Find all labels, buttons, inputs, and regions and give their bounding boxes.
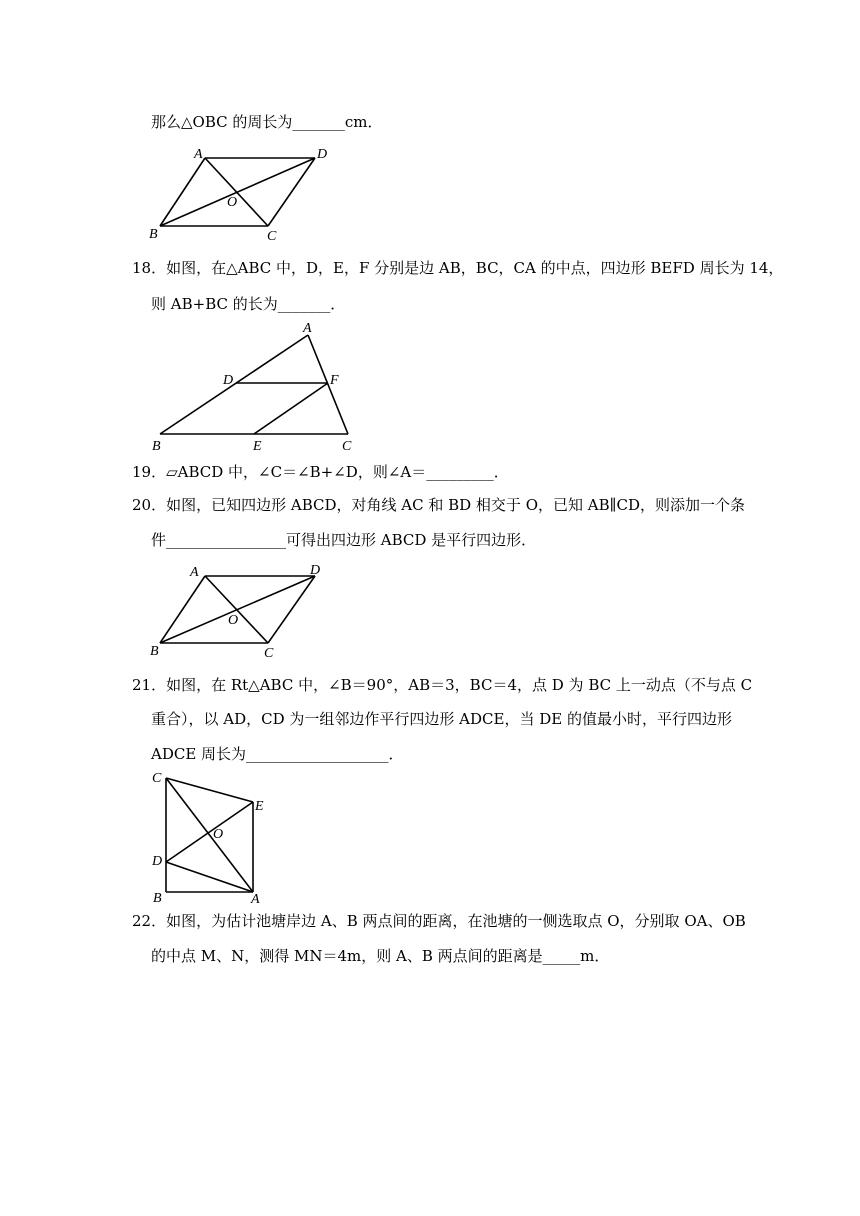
q21-label-A: A [251,892,260,907]
q18-label-E: E [253,439,262,454]
q22-text-line2: 的中点 M、N，测得 MN＝4m，则 A、B 两点间的距离是_____m． [151,947,610,965]
q20-figure-lines [160,576,315,643]
q18-triangle-figure [140,318,370,453]
q21-label-D: D [152,854,163,869]
q21-text-line3: ADCE 周长为___________________． [151,745,404,763]
q17-label-C: C [267,229,277,244]
q20-label-O: O [228,613,239,628]
q21-label-C: C [152,771,162,786]
q18-label-C: C [342,439,352,454]
q18-text-line2: 则 AB+BC 的长为_______． [151,295,346,313]
q21-label-B: B [153,891,162,906]
q17-label-A: A [194,147,203,162]
q20-text-line2: 件________________可得出四边形 ABCD 是平行四边形． [151,531,537,549]
q17-parallelogram-figure [140,140,340,245]
q21-label-O: O [213,827,224,842]
q17-figure-lines [160,158,315,226]
q21-label-E: E [255,799,264,814]
q18-label-B: B [152,439,161,454]
q21-text-line1: 21．如图，在 Rt△ABC 中，∠B＝90°，AB＝3，BC＝4，点 D 为 BC 上一动点（不与点 C [132,676,753,694]
q20-label-D: D [310,563,321,578]
q18-figure-lines [160,335,348,434]
q18-label-D: D [223,373,234,388]
q20-text-line1: 20．如图，已知四边形 ABCD，对角线 AC 和 BD 相交于 O，已知 AB∥CD，则添加一个条 [132,496,746,514]
q20-label-A: A [190,565,199,580]
q18-label-F: F [330,373,339,388]
q18-text-line1: 18．如图，在△ABC 中，D，E，F 分别是边 AB，BC，CA 的中点，四边形 BEFD 周长为 14， [132,259,784,277]
q17-label-D: D [317,147,328,162]
q17-label-B: B [149,227,158,242]
q20-parallelogram-figure [140,558,340,663]
q18-label-A: A [303,321,312,336]
q22-text-line1: 22．如图，为估计池塘岸边 A、B 两点间的距离，在池塘的一侧选取点 O，分别取 OA、OB [132,912,746,930]
q21-right-triangle-figure [140,764,280,907]
q20-label-B: B [150,644,159,659]
q20-label-C: C [264,646,274,661]
q21-figure-lines [166,778,253,892]
q19-text-line1: 19．▱ABCD 中，∠C＝∠B+∠D，则∠A＝_________． [132,463,509,481]
q21-text-line2: 重合），以 AD，CD 为一组邻边作平行四边形 ADCE，当 DE 的值最小时，平行四边形 [151,710,732,728]
q17-label-O: O [227,195,238,210]
q17-tail-text: 那么△OBC 的周长为_______cm． [151,113,383,131]
